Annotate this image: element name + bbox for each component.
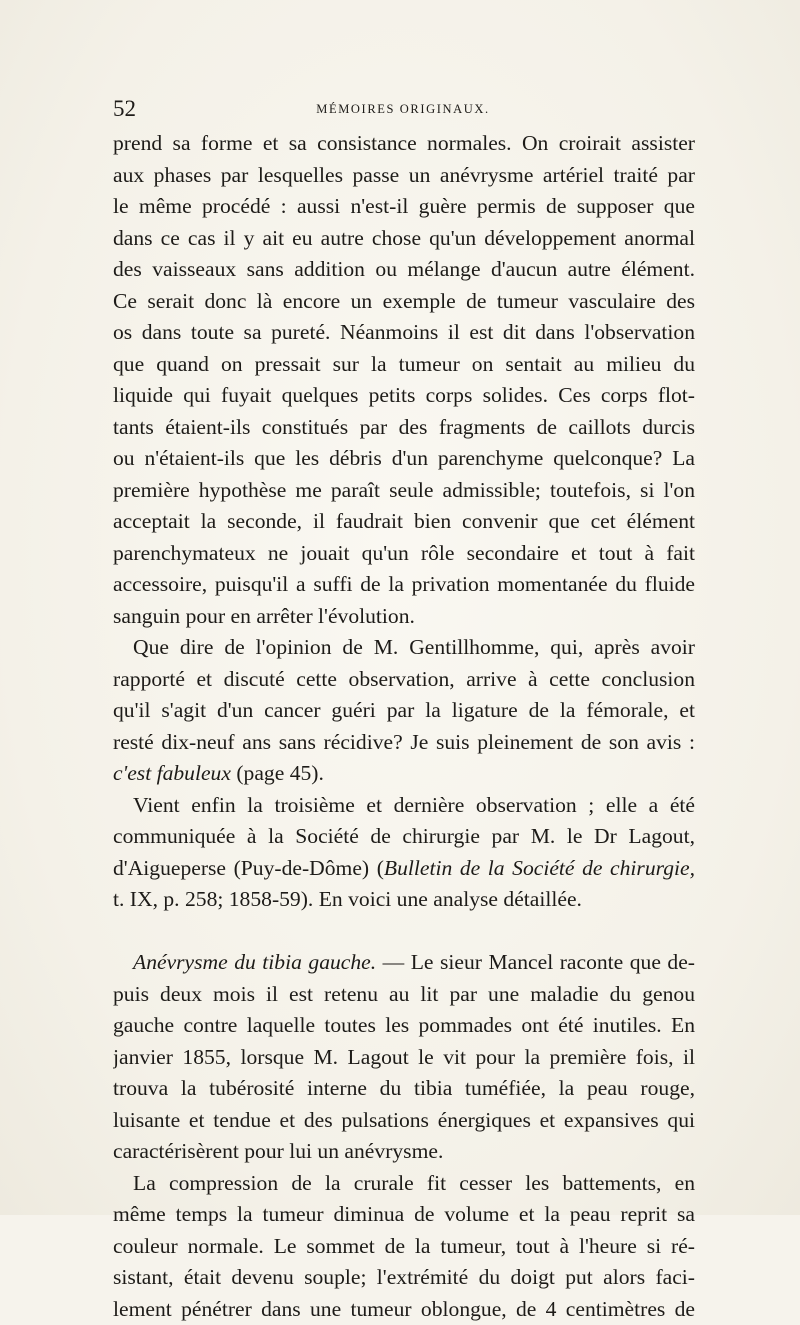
text-line: parenchymateux ne jouait qu'un rôle secondaire et tout à fait — [113, 538, 695, 570]
text-line: os dans toute sa pureté. Néanmoins il est dit dans l'observation — [113, 317, 695, 349]
text-line: lement pénétrer dans une tumeur oblongue, de 4 centimètres de — [113, 1294, 695, 1325]
text-line: que quand on pressait sur la tumeur on sentait au milieu du — [113, 349, 695, 381]
text-line: tants étaient-ils constitués par des fragments de caillots durcis — [113, 412, 695, 444]
text-line: gauche contre laquelle toutes les pommades ont été inutiles. En — [113, 1010, 695, 1042]
text-line: d'Aigueperse (Puy-de-Dôme) (Bulletin de la Société de chirurgie, — [113, 853, 695, 885]
text-line: rapporté et discuté cette observation, arrive à cette conclusion — [113, 664, 695, 696]
text-line: caractérisèrent pour lui un anévrysme. — [113, 1136, 695, 1168]
text-line: couleur normale. Le sommet de la tumeur, tout à l'heure si ré- — [113, 1231, 695, 1263]
page-header — [113, 95, 693, 123]
text-line: puis deux mois il est retenu au lit par une maladie du genou — [113, 979, 695, 1011]
text-line: liquide qui fuyait quelques petits corps solides. Ces corps flot- — [113, 380, 695, 412]
text-line: prend sa forme et sa consistance normales. On croirait assister — [113, 128, 695, 160]
text-line: communiquée à la Société de chirurgie par M. le Dr Lagout, — [113, 821, 695, 853]
text-line: accessoire, puisqu'il a suffi de la privation momentanée du fluide — [113, 569, 695, 601]
text-line: Que dire de l'opinion de M. Gentillhomme, qui, après avoir — [113, 632, 695, 664]
running-title: MÉMOIRES ORIGINAUX. — [113, 99, 693, 119]
text-line: même temps la tumeur diminua de volume et la peau reprit sa — [113, 1199, 695, 1231]
text-line: première hypothèse me paraît seule admissible; toutefois, si l'on — [113, 475, 695, 507]
text-line: janvier 1855, lorsque M. Lagout le vit pour la première fois, il — [113, 1042, 695, 1074]
text-line: La compression de la crurale fit cesser les battements, en — [113, 1168, 695, 1200]
paragraph-gap — [113, 916, 695, 948]
text-line: trouva la tubérosité interne du tibia tuméfiée, la peau rouge, — [113, 1073, 695, 1105]
text-line: Vient enfin la troisième et dernière observation ; elle a été — [113, 790, 695, 822]
text-line: qu'il s'agit d'un cancer guéri par la ligature de la fémorale, et — [113, 695, 695, 727]
text-line: aux phases par lesquelles passe un anévrysme artériel traité par — [113, 160, 695, 192]
text-line: luisante et tendue et des pulsations énergiques et expansives qui — [113, 1105, 695, 1137]
text-line: le même procédé : aussi n'est-il guère permis de supposer que — [113, 191, 695, 223]
text-line: dans ce cas il y ait eu autre chose qu'un développement anormal — [113, 223, 695, 255]
text-line: acceptait la seconde, il faudrait bien convenir que cet élément — [113, 506, 695, 538]
text-line: sanguin pour en arrêter l'évolution. — [113, 601, 695, 633]
text-line: Anévrysme du tibia gauche. — Le sieur Mancel raconte que de- — [113, 947, 695, 979]
text-line: ou n'étaient-ils que les débris d'un parenchyme quelconque? La — [113, 443, 695, 475]
text-line: c'est fabuleux (page 45). — [113, 758, 695, 790]
page-number: 52 — [113, 95, 136, 123]
text-line: Ce serait donc là encore un exemple de tumeur vasculaire des — [113, 286, 695, 318]
text-line: des vaisseaux sans addition ou mélange d'aucun autre élément. — [113, 254, 695, 286]
text-line: resté dix-neuf ans sans récidive? Je suis pleinement de son avis : — [113, 727, 695, 759]
text-line: sistant, était devenu souple; l'extrémité du doigt put alors faci- — [113, 1262, 695, 1294]
body-text — [113, 128, 695, 1325]
text-line: t. IX, p. 258; 1858-59). En voici une analyse détaillée. — [113, 884, 695, 916]
